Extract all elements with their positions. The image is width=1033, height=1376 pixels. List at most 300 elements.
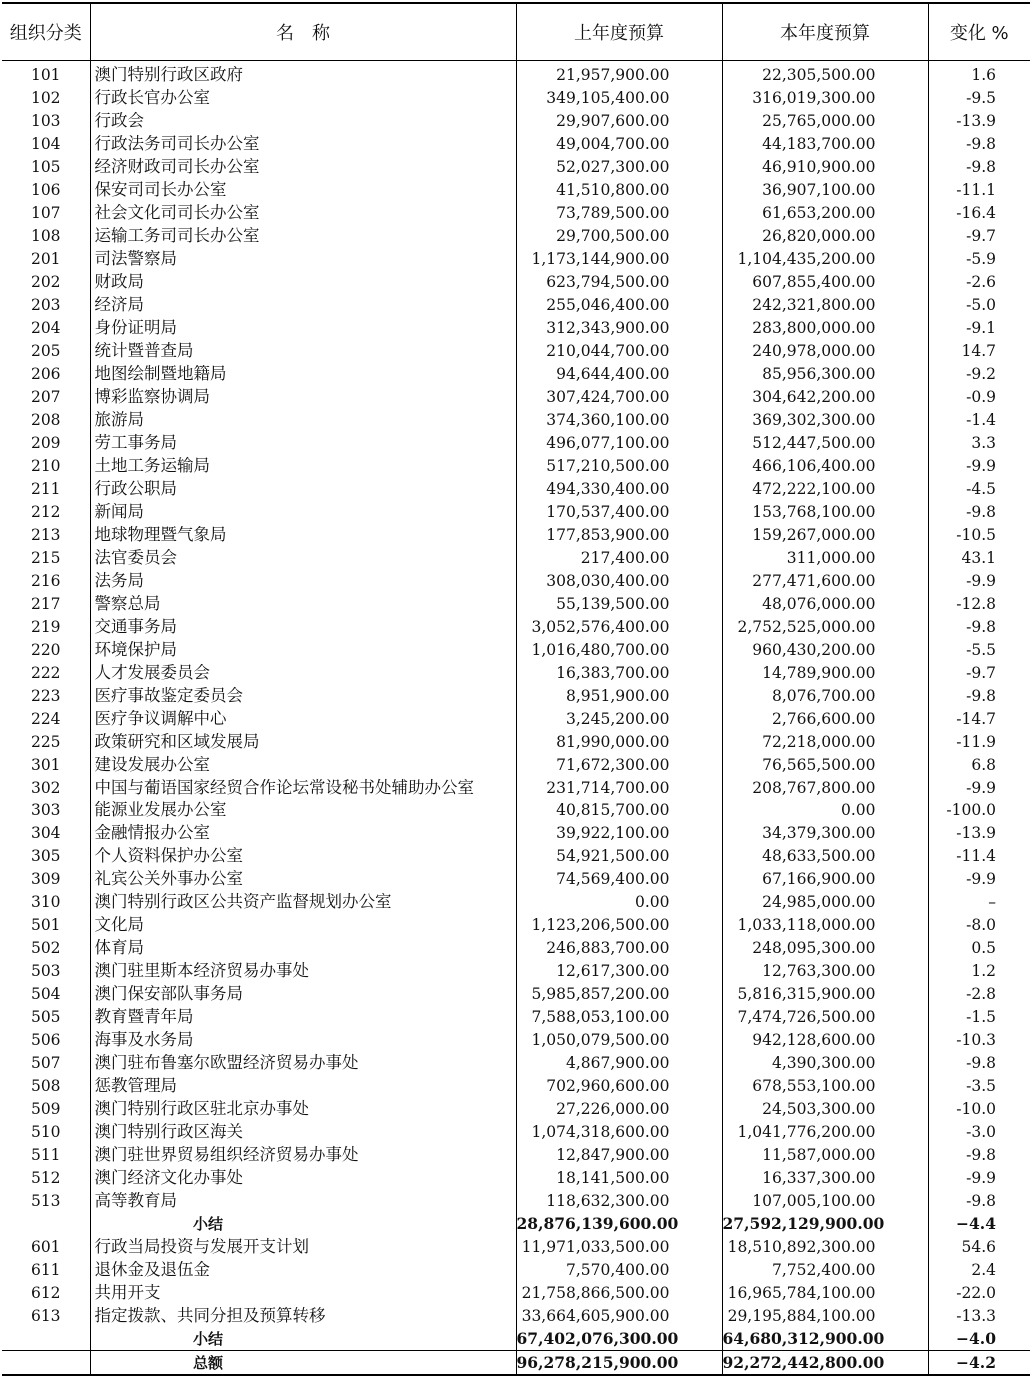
- change-percent-cell: 1.6: [928, 61, 1030, 87]
- change-percent-cell: 6.8: [928, 753, 1030, 776]
- table-row: [2, 523, 1030, 546]
- table-row: [2, 1281, 1030, 1304]
- org-code-cell: 104: [30, 135, 61, 154]
- change-percent-cell: -9.8: [928, 684, 1030, 707]
- table-row: [2, 730, 1030, 753]
- change-percent-cell: -9.9: [928, 1167, 1030, 1190]
- table-row: [2, 592, 1030, 615]
- change-percent-cell: -13.3: [928, 1304, 1030, 1327]
- change-percent-cell: -9.7: [928, 661, 1030, 684]
- current-budget-cell: 466,106,400.00: [722, 454, 928, 477]
- change-percent-cell: -11.9: [928, 730, 1030, 753]
- org-name-cell: 经济财政司司长办公室: [90, 156, 516, 179]
- current-budget-cell: 26,820,000.00: [722, 225, 928, 248]
- prev-budget-cell: 231,714,700.00: [516, 776, 722, 799]
- table-row: [2, 179, 1030, 202]
- prev-budget-cell: 702,960,600.00: [516, 1075, 722, 1098]
- prev-budget-cell: 8,951,900.00: [516, 684, 722, 707]
- table-row: [2, 1167, 1030, 1190]
- change-percent-cell: -22.0: [928, 1281, 1030, 1304]
- org-name-cell: 澳门驻布鲁塞尔欧盟经济贸易办事处: [90, 1052, 516, 1075]
- table-row: [2, 799, 1030, 822]
- table-row: [2, 960, 1030, 983]
- current-budget-cell: 942,128,600.00: [722, 1029, 928, 1052]
- prev-budget-cell: 308,030,400.00: [516, 569, 722, 592]
- current-budget-cell: 512,447,500.00: [722, 432, 928, 455]
- org-code-cell: 504: [30, 985, 61, 1004]
- table-row: [2, 1029, 1030, 1052]
- current-budget-cell: 369,302,300.00: [722, 409, 928, 432]
- prev-budget-cell: 1,074,318,600.00: [516, 1121, 722, 1144]
- org-code-cell: 220: [30, 640, 61, 659]
- prev-budget-cell: 494,330,400.00: [516, 477, 722, 500]
- prev-budget-cell: 74,569,400.00: [516, 868, 722, 891]
- table-row: [2, 61, 1030, 87]
- header-row: [2, 3, 1030, 61]
- current-budget-cell: 0.00: [722, 799, 928, 822]
- table-row: [2, 684, 1030, 707]
- prev-budget-cell: 623,794,500.00: [516, 271, 722, 294]
- table-row: [2, 1098, 1030, 1121]
- prev-budget-cell: 54,921,500.00: [516, 845, 722, 868]
- current-budget-cell: 5,816,315,900.00: [722, 983, 928, 1006]
- change-percent-cell: -11.1: [928, 179, 1030, 202]
- org-name-cell: 行政当局投资与发展开支计划: [90, 1235, 516, 1258]
- change-percent-cell: -4.5: [928, 477, 1030, 500]
- org-code-cell: 225: [30, 732, 61, 751]
- table-row: [2, 638, 1030, 661]
- org-name-cell: 海事及水务局: [90, 1029, 516, 1052]
- current-budget-cell: 24,985,000.00: [722, 891, 928, 914]
- org-name-cell: 行政法务司司长办公室: [90, 133, 516, 156]
- change-percent-cell: -9.8: [928, 615, 1030, 638]
- org-code-cell: 305: [30, 847, 61, 866]
- org-code-cell: 512: [30, 1168, 61, 1187]
- change-percent-cell: -9.8: [928, 500, 1030, 523]
- current-budget-cell: 34,379,300.00: [722, 822, 928, 845]
- prev-budget-cell: 1,016,480,700.00: [516, 638, 722, 661]
- org-name-cell: 建设发展办公室: [90, 753, 516, 776]
- org-code-cell: 302: [30, 778, 61, 797]
- org-name-cell: 警察总局: [90, 592, 516, 615]
- table-row: [2, 661, 1030, 684]
- prev-budget-cell: 94,644,400.00: [516, 363, 722, 386]
- org-name-cell: 新闻局: [90, 500, 516, 523]
- current-budget-cell: 316,019,300.00: [722, 87, 928, 110]
- change-percent-cell: -9.8: [928, 1144, 1030, 1167]
- prev-budget-cell: 49,004,700.00: [516, 133, 722, 156]
- prev-budget-cell: 1,050,079,500.00: [516, 1029, 722, 1052]
- prev-budget-cell: 28,876,139,600.00: [516, 1212, 722, 1235]
- table-row: [2, 110, 1030, 133]
- change-percent-cell: -10.3: [928, 1029, 1030, 1052]
- org-name-cell: 教育暨青年局: [90, 1006, 516, 1029]
- org-name-cell: 身份证明局: [90, 317, 516, 340]
- header-current-year-budget: 本年度预算: [722, 3, 928, 61]
- org-name-cell: 旅游局: [90, 409, 516, 432]
- prev-budget-cell: 1,123,206,500.00: [516, 914, 722, 937]
- org-code-cell: 505: [30, 1008, 61, 1027]
- current-budget-cell: 16,965,784,100.00: [722, 1281, 928, 1304]
- current-budget-cell: 67,166,900.00: [722, 868, 928, 891]
- org-name-cell: 小结: [90, 1212, 516, 1235]
- prev-budget-cell: 71,672,300.00: [516, 753, 722, 776]
- prev-budget-cell: 312,343,900.00: [516, 317, 722, 340]
- prev-budget-cell: 39,922,100.00: [516, 822, 722, 845]
- change-percent-cell: -9.7: [928, 225, 1030, 248]
- change-percent-cell: -9.8: [928, 1052, 1030, 1075]
- org-code-cell: 506: [30, 1031, 61, 1050]
- current-budget-cell: 46,910,900.00: [722, 156, 928, 179]
- table-row: [2, 340, 1030, 363]
- current-budget-cell: 283,800,000.00: [722, 317, 928, 340]
- change-percent-cell: -1.4: [928, 409, 1030, 432]
- org-code-cell: 212: [30, 502, 61, 521]
- header-category: 组织分类: [2, 3, 90, 61]
- budget-table: [2, 2, 1030, 1376]
- org-code-cell: 509: [30, 1100, 61, 1119]
- org-name-cell: 个人资料保护办公室: [90, 845, 516, 868]
- current-budget-cell: 11,587,000.00: [722, 1144, 928, 1167]
- org-code-cell: 513: [30, 1191, 61, 1210]
- current-budget-cell: 12,763,300.00: [722, 960, 928, 983]
- prev-budget-cell: 41,510,800.00: [516, 179, 722, 202]
- table-row: [2, 1144, 1030, 1167]
- current-budget-cell: 7,752,400.00: [722, 1258, 928, 1281]
- table-row: [2, 615, 1030, 638]
- change-percent-cell: -10.0: [928, 1098, 1030, 1121]
- current-budget-cell: 1,041,776,200.00: [722, 1121, 928, 1144]
- prev-budget-cell: 118,632,300.00: [516, 1189, 722, 1212]
- org-code-cell: 612: [30, 1283, 61, 1302]
- current-budget-cell: 153,768,100.00: [722, 500, 928, 523]
- org-name-cell: 土地工务运输局: [90, 454, 516, 477]
- org-code-cell: 207: [30, 388, 61, 407]
- change-percent-cell: 14.7: [928, 340, 1030, 363]
- change-percent-cell: –: [928, 891, 1030, 914]
- org-name-cell: 统计暨普查局: [90, 340, 516, 363]
- table-row: [2, 271, 1030, 294]
- org-name-cell: 共用开支: [90, 1281, 516, 1304]
- org-name-cell: 高等教育局: [90, 1189, 516, 1212]
- prev-budget-cell: 73,789,500.00: [516, 202, 722, 225]
- table-row: [2, 845, 1030, 868]
- current-budget-cell: 16,337,300.00: [722, 1167, 928, 1190]
- current-budget-cell: 208,767,800.00: [722, 776, 928, 799]
- table-row: [2, 1121, 1030, 1144]
- table-row: [2, 822, 1030, 845]
- table-row: [2, 454, 1030, 477]
- prev-budget-cell: 349,105,400.00: [516, 87, 722, 110]
- prev-budget-cell: 81,990,000.00: [516, 730, 722, 753]
- org-code-cell: 507: [30, 1054, 61, 1073]
- current-budget-cell: 277,471,600.00: [722, 569, 928, 592]
- change-percent-cell: -16.4: [928, 202, 1030, 225]
- change-percent-cell: -9.8: [928, 156, 1030, 179]
- org-name-cell: 退休金及退伍金: [90, 1258, 516, 1281]
- org-code-cell: 204: [30, 319, 61, 338]
- current-budget-cell: 242,321,800.00: [722, 294, 928, 317]
- current-budget-cell: 48,076,000.00: [722, 592, 928, 615]
- prev-budget-cell: 0.00: [516, 891, 722, 914]
- prev-budget-cell: 55,139,500.00: [516, 592, 722, 615]
- current-budget-cell: 2,766,600.00: [722, 707, 928, 730]
- current-budget-cell: 85,956,300.00: [722, 363, 928, 386]
- org-code-cell: 510: [30, 1123, 61, 1142]
- org-name-cell: 中国与葡语国家经贸合作论坛常设秘书处辅助办公室: [90, 776, 516, 799]
- table-row: [2, 477, 1030, 500]
- table-row: [2, 1304, 1030, 1327]
- org-code-cell: 613: [30, 1306, 61, 1325]
- org-code-cell: 222: [30, 663, 61, 682]
- change-percent-cell: −4.0: [928, 1327, 1030, 1350]
- prev-budget-cell: 7,588,053,100.00: [516, 1006, 722, 1029]
- org-code-cell: [2, 1327, 90, 1350]
- org-name-cell: 金融情报办公室: [90, 822, 516, 845]
- current-budget-cell: 72,218,000.00: [722, 730, 928, 753]
- change-percent-cell: -12.8: [928, 592, 1030, 615]
- change-percent-cell: -9.2: [928, 363, 1030, 386]
- org-code-cell: 108: [30, 227, 61, 246]
- table-row: [2, 1075, 1030, 1098]
- current-budget-cell: 25,765,000.00: [722, 110, 928, 133]
- org-name-cell: 澳门特别行政区公共资产监督规划办公室: [90, 891, 516, 914]
- table-row: [2, 409, 1030, 432]
- org-code-cell: 107: [30, 204, 61, 223]
- table-row: [2, 1235, 1030, 1258]
- table-row: [2, 891, 1030, 914]
- org-code-cell: 310: [30, 893, 61, 912]
- org-code-cell: 511: [30, 1146, 61, 1165]
- org-name-cell: 能源业发展办公室: [90, 799, 516, 822]
- org-name-cell: 法务局: [90, 569, 516, 592]
- change-percent-cell: -0.9: [928, 386, 1030, 409]
- prev-budget-cell: 52,027,300.00: [516, 156, 722, 179]
- prev-budget-cell: 12,617,300.00: [516, 960, 722, 983]
- org-code-cell: 611: [30, 1260, 61, 1279]
- org-code-cell: 105: [30, 158, 61, 177]
- org-name-cell: 行政公职局: [90, 477, 516, 500]
- prev-budget-cell: 3,245,200.00: [516, 707, 722, 730]
- table-row: [2, 776, 1030, 799]
- org-name-cell: 行政会: [90, 110, 516, 133]
- org-code-cell: 224: [30, 709, 61, 728]
- table-body: [2, 61, 1030, 1376]
- table-row: [2, 294, 1030, 317]
- org-code-cell: 209: [30, 433, 61, 452]
- prev-budget-cell: 246,883,700.00: [516, 937, 722, 960]
- current-budget-cell: 159,267,000.00: [722, 523, 928, 546]
- org-name-cell: 博彩监察协调局: [90, 386, 516, 409]
- change-percent-cell: -9.9: [928, 454, 1030, 477]
- table-row: [2, 202, 1030, 225]
- table-row: [2, 386, 1030, 409]
- current-budget-cell: 8,076,700.00: [722, 684, 928, 707]
- org-code-cell: 508: [30, 1077, 61, 1096]
- current-budget-cell: 27,592,129,900.00: [722, 1212, 928, 1235]
- org-name-cell: 环境保护局: [90, 638, 516, 661]
- prev-budget-cell: 210,044,700.00: [516, 340, 722, 363]
- org-name-cell: 医疗事故鉴定委员会: [90, 684, 516, 707]
- org-name-cell: 医疗争议调解中心: [90, 707, 516, 730]
- summary-row: [2, 1327, 1030, 1350]
- current-budget-cell: 960,430,200.00: [722, 638, 928, 661]
- org-name-cell: 法官委员会: [90, 546, 516, 569]
- prev-budget-cell: 517,210,500.00: [516, 454, 722, 477]
- change-percent-cell: -100.0: [928, 799, 1030, 822]
- current-budget-cell: 7,474,726,500.00: [722, 1006, 928, 1029]
- change-percent-cell: 3.3: [928, 432, 1030, 455]
- org-code-cell: 309: [30, 870, 61, 889]
- current-budget-cell: 1,033,118,000.00: [722, 914, 928, 937]
- change-percent-cell: -13.9: [928, 110, 1030, 133]
- org-name-cell: 澳门特别行政区驻北京办事处: [90, 1098, 516, 1121]
- change-percent-cell: 43.1: [928, 546, 1030, 569]
- change-percent-cell: -5.9: [928, 248, 1030, 271]
- table-row: [2, 937, 1030, 960]
- org-name-cell: 司法警察局: [90, 248, 516, 271]
- header-prev-year-budget: 上年度预算: [516, 3, 722, 61]
- org-name-cell: 行政长官办公室: [90, 87, 516, 110]
- org-name-cell: 经济局: [90, 294, 516, 317]
- org-name-cell: 澳门保安部队事务局: [90, 983, 516, 1006]
- change-percent-cell: 54.6: [928, 1235, 1030, 1258]
- org-code-cell: 201: [30, 250, 61, 269]
- change-percent-cell: −4.4: [928, 1212, 1030, 1235]
- table-row: [2, 707, 1030, 730]
- prev-budget-cell: 170,537,400.00: [516, 500, 722, 523]
- org-code-cell: 301: [30, 755, 61, 774]
- current-budget-cell: 61,653,200.00: [722, 202, 928, 225]
- prev-budget-cell: 16,383,700.00: [516, 661, 722, 684]
- change-percent-cell: -11.4: [928, 845, 1030, 868]
- table-row: [2, 983, 1030, 1006]
- org-code-cell: 303: [30, 801, 61, 820]
- prev-budget-cell: 1,173,144,900.00: [516, 248, 722, 271]
- current-budget-cell: 36,907,100.00: [722, 179, 928, 202]
- org-code-cell: 205: [30, 342, 61, 361]
- org-name-cell: 指定拨款、共同分担及预算转移: [90, 1304, 516, 1327]
- current-budget-cell: 76,565,500.00: [722, 753, 928, 776]
- header-change-percent: 变化 %: [928, 3, 1030, 61]
- org-code-cell: 219: [30, 617, 61, 636]
- prev-budget-cell: 27,226,000.00: [516, 1098, 722, 1121]
- current-budget-cell: 472,222,100.00: [722, 477, 928, 500]
- org-code-cell: 601: [30, 1237, 61, 1256]
- org-code-cell: 208: [30, 411, 61, 430]
- prev-budget-cell: 67,402,076,300.00: [516, 1327, 722, 1350]
- table-row: [2, 914, 1030, 937]
- prev-budget-cell: 255,046,400.00: [516, 294, 722, 317]
- change-percent-cell: 1.2: [928, 960, 1030, 983]
- org-code-cell: 502: [30, 939, 61, 958]
- org-code-cell: 501: [30, 916, 61, 935]
- prev-budget-cell: 12,847,900.00: [516, 1144, 722, 1167]
- current-budget-cell: 240,978,000.00: [722, 340, 928, 363]
- org-code-cell: 216: [30, 571, 61, 590]
- current-budget-cell: 311,000.00: [722, 546, 928, 569]
- current-budget-cell: 18,510,892,300.00: [722, 1235, 928, 1258]
- org-name-cell: 政策研究和区域发展局: [90, 730, 516, 753]
- table-row: [2, 569, 1030, 592]
- change-percent-cell: 2.4: [928, 1258, 1030, 1281]
- change-percent-cell: -5.0: [928, 294, 1030, 317]
- change-percent-cell: -2.8: [928, 983, 1030, 1006]
- table-row: [2, 432, 1030, 455]
- table-row: [2, 225, 1030, 248]
- current-budget-cell: 14,789,900.00: [722, 661, 928, 684]
- org-code-cell: 217: [30, 594, 61, 613]
- org-code-cell: 103: [30, 112, 61, 131]
- current-budget-cell: 44,183,700.00: [722, 133, 928, 156]
- table-row: [2, 87, 1030, 110]
- org-name-cell: 交通事务局: [90, 615, 516, 638]
- current-budget-cell: 64,680,312,900.00: [722, 1327, 928, 1350]
- change-percent-cell: -1.5: [928, 1006, 1030, 1029]
- change-percent-cell: -9.9: [928, 776, 1030, 799]
- header-name: 名 称: [90, 3, 516, 61]
- table-row: [2, 363, 1030, 386]
- change-percent-cell: 0.5: [928, 937, 1030, 960]
- org-code-cell: 202: [30, 273, 61, 292]
- prev-budget-cell: 21,758,866,500.00: [516, 1281, 722, 1304]
- org-name-cell: 澳门特别行政区海关: [90, 1121, 516, 1144]
- change-percent-cell: -2.6: [928, 271, 1030, 294]
- org-code-cell: 503: [30, 962, 61, 981]
- prev-budget-cell: 496,077,100.00: [516, 432, 722, 455]
- org-name-cell: 人才发展委员会: [90, 661, 516, 684]
- org-code-cell: 211: [30, 479, 61, 498]
- org-code-cell: 203: [30, 296, 61, 315]
- change-percent-cell: -8.0: [928, 914, 1030, 937]
- prev-budget-cell: 96,278,215,900.00: [516, 1351, 722, 1375]
- org-name-cell: 惩教管理局: [90, 1075, 516, 1098]
- current-budget-cell: 304,642,200.00: [722, 386, 928, 409]
- prev-budget-cell: 217,400.00: [516, 546, 722, 569]
- budget-sheet: [2, 2, 1030, 1370]
- current-budget-cell: 607,855,400.00: [722, 271, 928, 294]
- table-row: [2, 1006, 1030, 1029]
- org-code-cell: 210: [30, 456, 61, 475]
- org-code-cell: 213: [30, 525, 61, 544]
- current-budget-cell: 678,553,100.00: [722, 1075, 928, 1098]
- prev-budget-cell: 374,360,100.00: [516, 409, 722, 432]
- org-name-cell: 澳门驻里斯本经济贸易办事处: [90, 960, 516, 983]
- current-budget-cell: 92,272,442,800.00: [722, 1351, 928, 1375]
- prev-budget-cell: 5,985,857,200.00: [516, 983, 722, 1006]
- table-row: [2, 500, 1030, 523]
- table-row: [2, 868, 1030, 891]
- change-percent-cell: -9.5: [928, 87, 1030, 110]
- current-budget-cell: 107,005,100.00: [722, 1189, 928, 1212]
- table-row: [2, 317, 1030, 340]
- org-name-cell: 地球物理暨气象局: [90, 523, 516, 546]
- org-name-cell: 社会文化司司长办公室: [90, 202, 516, 225]
- prev-budget-cell: 3,052,576,400.00: [516, 615, 722, 638]
- change-percent-cell: -9.8: [928, 133, 1030, 156]
- table-row: [2, 1258, 1030, 1281]
- change-percent-cell: -10.5: [928, 523, 1030, 546]
- change-percent-cell: -9.9: [928, 868, 1030, 891]
- prev-budget-cell: 18,141,500.00: [516, 1167, 722, 1190]
- org-code-cell: 304: [30, 824, 61, 843]
- current-budget-cell: 29,195,884,100.00: [722, 1304, 928, 1327]
- org-name-cell: 澳门驻世界贸易组织经济贸易办事处: [90, 1144, 516, 1167]
- table-row: [2, 546, 1030, 569]
- table-row: [2, 753, 1030, 776]
- change-percent-cell: -9.1: [928, 317, 1030, 340]
- org-code-cell: 101: [30, 66, 61, 85]
